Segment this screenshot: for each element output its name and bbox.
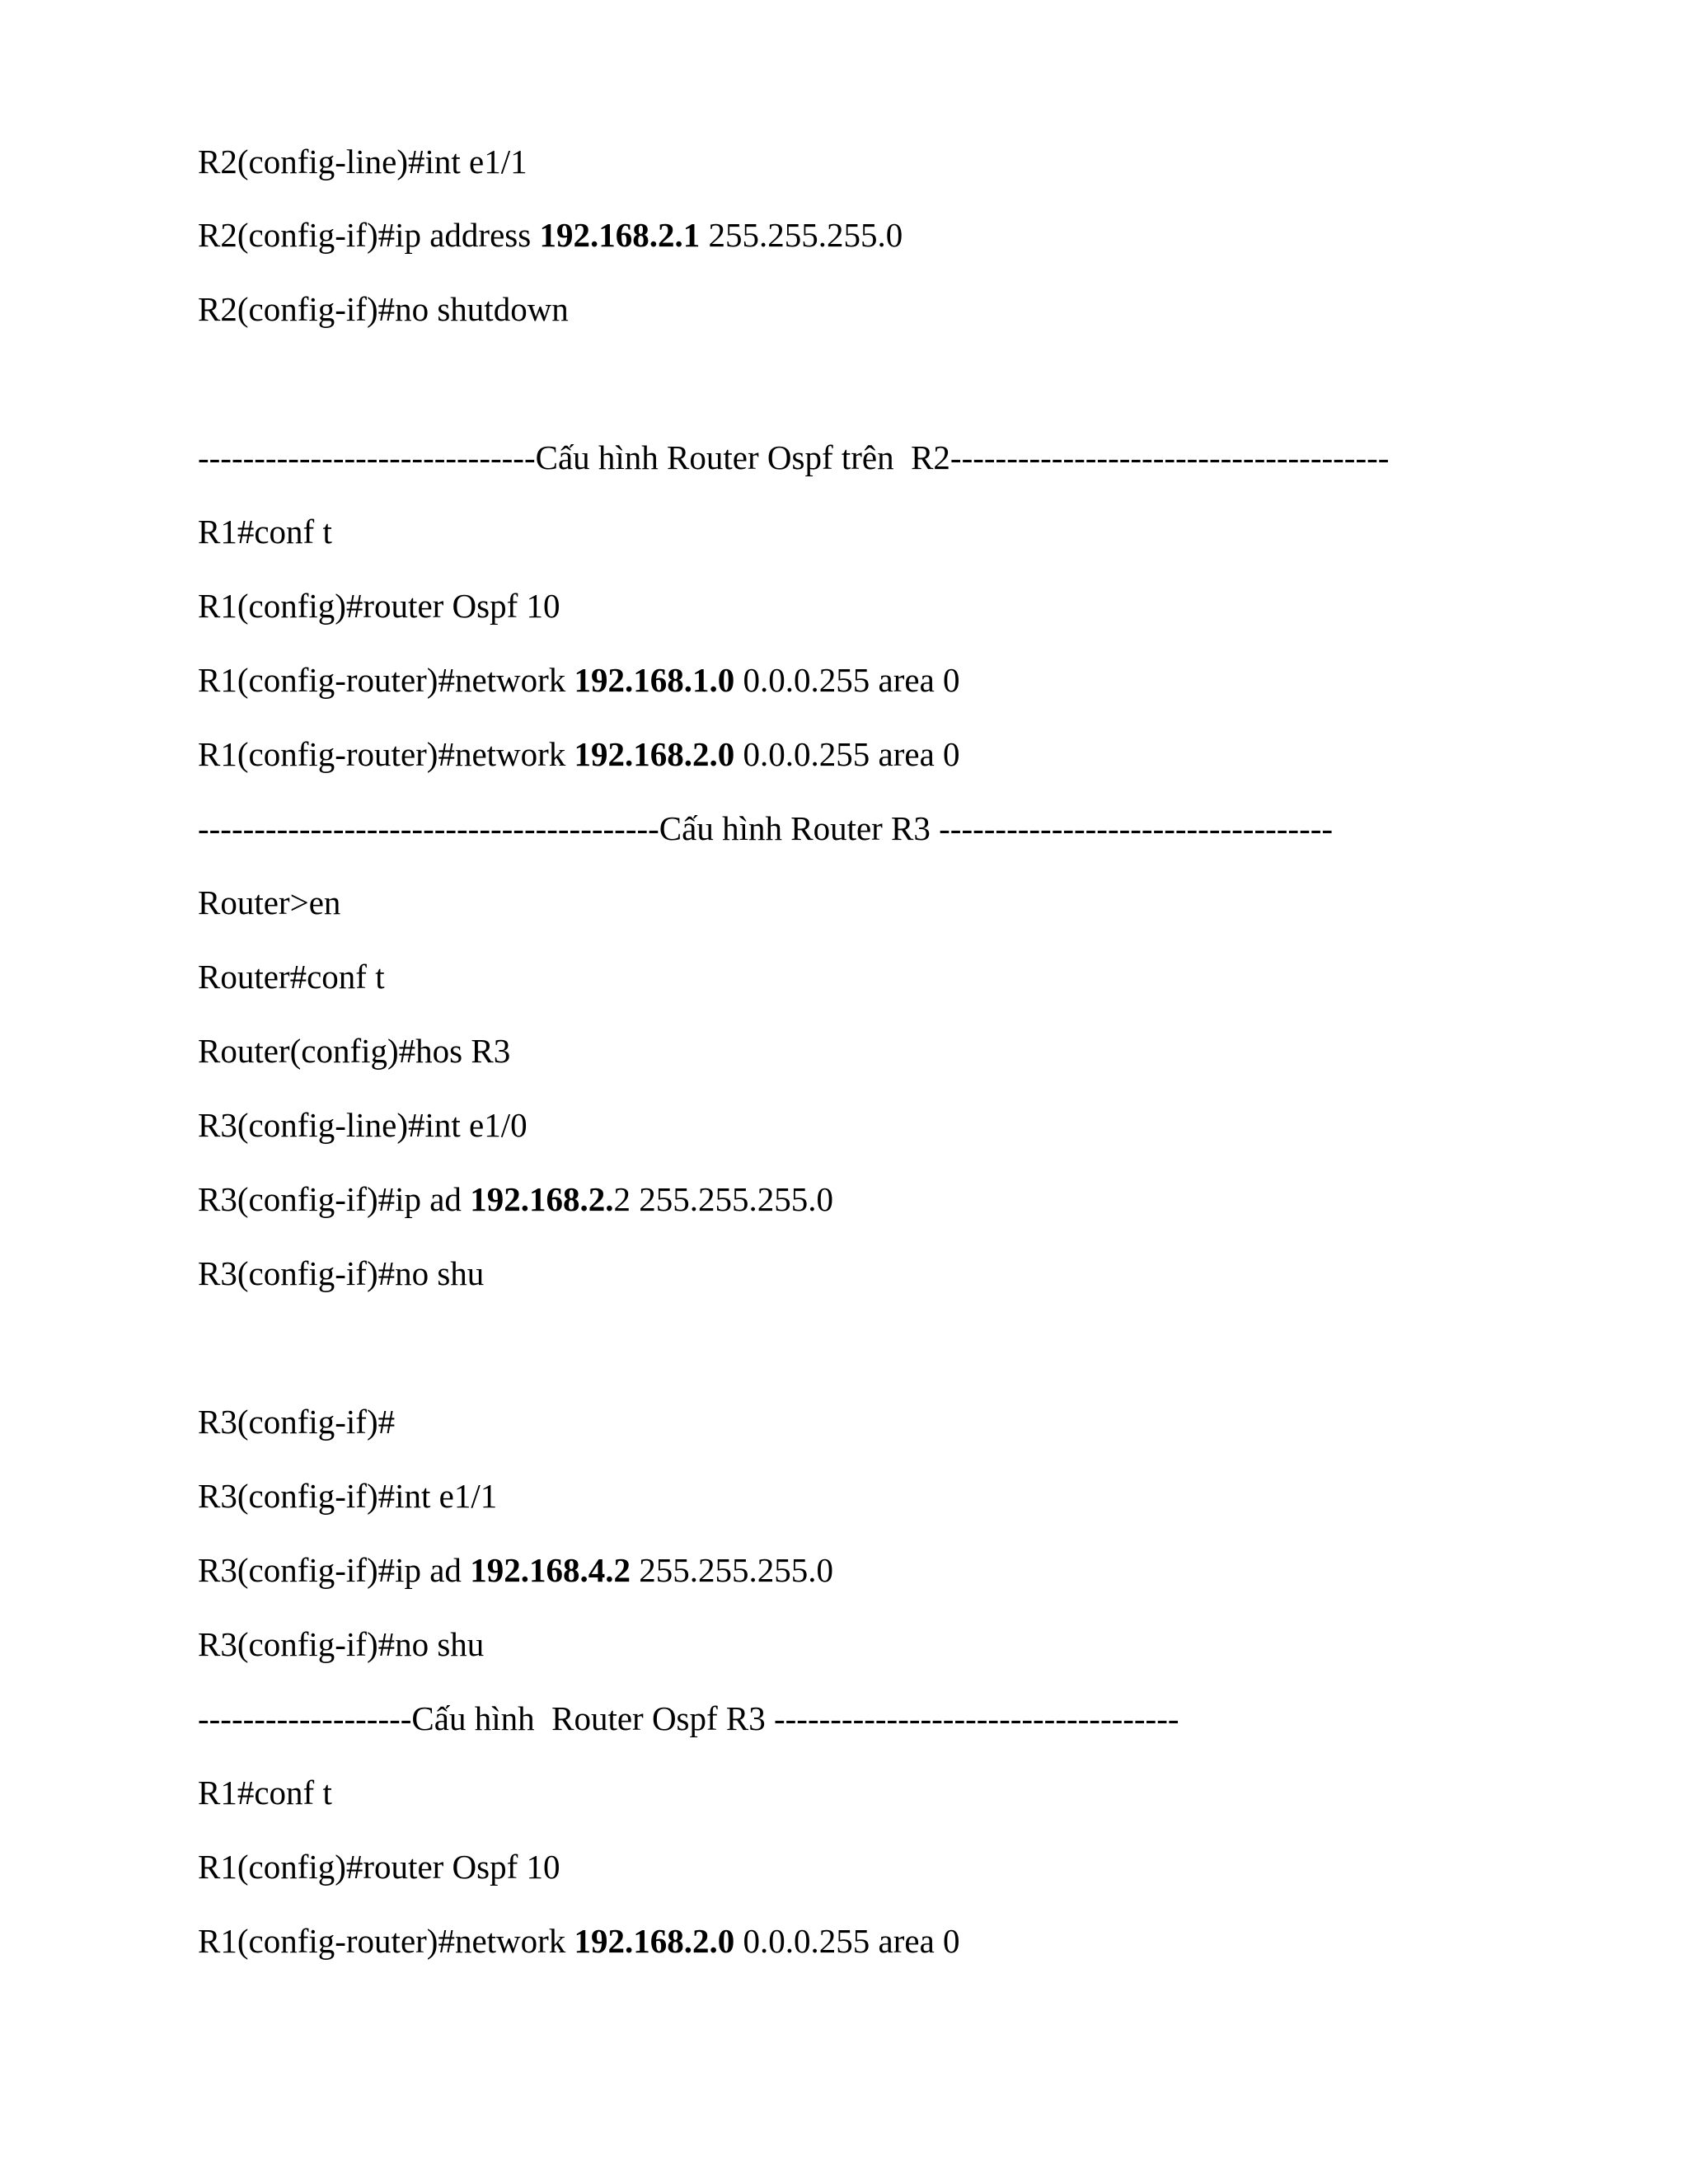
line-text: R2(config-if)#ip address bbox=[198, 216, 540, 254]
config-line-7 bbox=[198, 659, 960, 701]
section-heading-ospf-r2 bbox=[198, 437, 1389, 478]
line-text: R2(config-if)#no shutdown bbox=[198, 290, 569, 328]
line-text: 255.255.255.0 bbox=[700, 216, 903, 254]
config-line-16 bbox=[198, 1401, 395, 1442]
config-line-6 bbox=[198, 585, 560, 626]
ip-address-bold: 192.168.1.0 bbox=[574, 661, 735, 699]
line-text: R3(config-if)#ip ad bbox=[198, 1180, 471, 1218]
line-text: -----------------------------------------Cấu hình Router R3 ----------------------------------- bbox=[198, 809, 1334, 847]
config-line-13 bbox=[198, 1104, 528, 1146]
line-text: R3(config-if)#no shu bbox=[198, 1625, 485, 1663]
config-line-1 bbox=[198, 141, 528, 182]
line-text: R3(config-line)#int e1/0 bbox=[198, 1106, 528, 1144]
line-text: 255.255.255.0 bbox=[630, 1551, 833, 1589]
line-text: R3(config-if)#no shu bbox=[198, 1254, 485, 1292]
config-line-15 bbox=[198, 1253, 484, 1294]
config-line-10 bbox=[198, 882, 340, 923]
line-text: -------------------Cấu hình Router Ospf R3 ------------------------------------ bbox=[198, 1699, 1179, 1737]
line-text: Router>en bbox=[198, 883, 341, 921]
config-line-17 bbox=[198, 1475, 497, 1516]
ip-address-bold: 192.168.2.1 bbox=[539, 216, 701, 254]
line-text: Router(config)#hos R3 bbox=[198, 1032, 511, 1070]
section-heading-ospf-r3 bbox=[198, 1698, 1179, 1739]
config-line-18 bbox=[198, 1549, 833, 1591]
line-text: R1(config)#router Ospf 10 bbox=[198, 1848, 560, 1886]
config-line-19 bbox=[198, 1624, 484, 1665]
ip-address-bold: 192.168.2.0 bbox=[574, 1922, 735, 1960]
config-line-3 bbox=[198, 288, 569, 330]
config-line-22 bbox=[198, 1846, 560, 1887]
line-text: R1#conf t bbox=[198, 1774, 332, 1811]
config-line-12 bbox=[198, 1030, 510, 1071]
line-text: R1(config)#router Ospf 10 bbox=[198, 587, 560, 625]
config-line-23 bbox=[198, 1920, 960, 1961]
ip-address-bold: 192.168.4.2 bbox=[470, 1551, 631, 1589]
line-text: Router#conf t bbox=[198, 958, 385, 996]
line-text: R1(config-router)#network bbox=[198, 735, 574, 773]
config-line-21 bbox=[198, 1772, 332, 1813]
line-text: ------------------------------Cấu hình Router Ospf trên R2--------------------------------------- bbox=[198, 438, 1390, 476]
line-text: R3(config-if)#ip ad bbox=[198, 1551, 471, 1589]
config-line-8 bbox=[198, 733, 960, 775]
line-text: 0.0.0.255 area 0 bbox=[734, 1922, 960, 1960]
line-text: 2 255.255.255.0 bbox=[613, 1180, 833, 1218]
ip-address-bold: 192.168.2. bbox=[470, 1180, 614, 1218]
line-text: 0.0.0.255 area 0 bbox=[734, 735, 960, 773]
section-heading-router-r3 bbox=[198, 808, 1333, 849]
line-text: 0.0.0.255 area 0 bbox=[734, 661, 960, 699]
line-text: R3(config-if)#int e1/1 bbox=[198, 1477, 498, 1515]
config-line-2 bbox=[198, 214, 903, 255]
config-line-5 bbox=[198, 511, 332, 552]
config-line-14 bbox=[198, 1179, 833, 1220]
config-line-11 bbox=[198, 956, 385, 997]
ip-address-bold: 192.168.2.0 bbox=[574, 735, 735, 773]
line-text: R1(config-router)#network bbox=[198, 1922, 574, 1960]
line-text: R1(config-router)#network bbox=[198, 661, 574, 699]
line-text: R2(config-line)#int e1/1 bbox=[198, 143, 528, 180]
line-text: R1#conf t bbox=[198, 513, 332, 551]
line-text: R3(config-if)# bbox=[198, 1403, 396, 1441]
